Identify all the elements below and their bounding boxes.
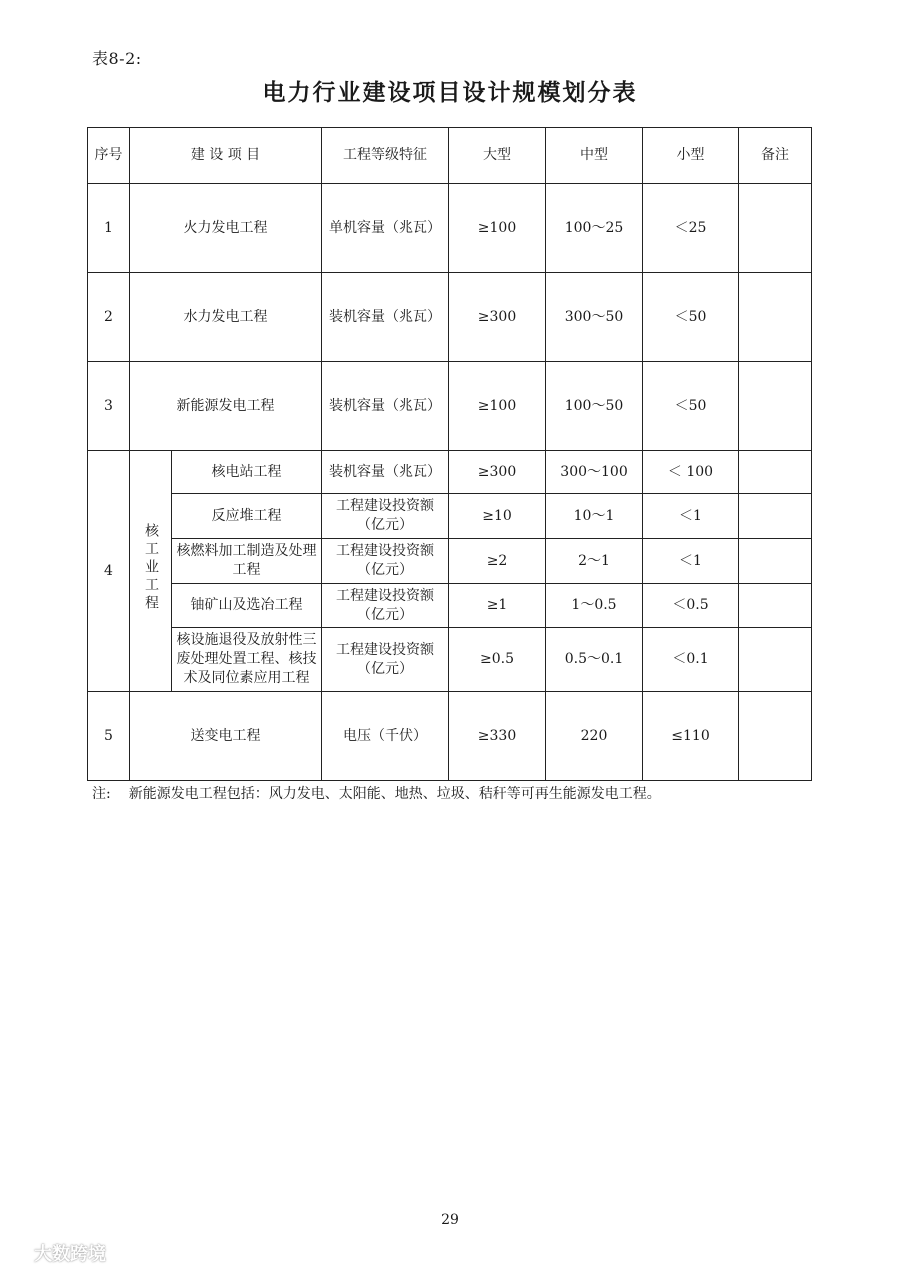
cell-feature: 工程建设投资额（亿元） bbox=[322, 628, 449, 692]
page-number: 29 bbox=[441, 1212, 459, 1228]
cell-small: ＜1 bbox=[643, 539, 739, 584]
header-medium: 中型 bbox=[546, 128, 643, 184]
cell-feature: 工程建设投资额（亿元） bbox=[322, 584, 449, 628]
cell-remark bbox=[739, 494, 812, 539]
cell-remark bbox=[739, 584, 812, 628]
cell-feature: 工程建设投资额（亿元） bbox=[322, 494, 449, 539]
cell-remark bbox=[739, 184, 812, 273]
header-small: 小型 bbox=[643, 128, 739, 184]
cell-small: ＜1 bbox=[643, 494, 739, 539]
watermark-logo-icon bbox=[8, 1242, 30, 1264]
cell-seq: 2 bbox=[88, 273, 130, 362]
cell-large: ≥10 bbox=[449, 494, 546, 539]
cell-medium: 100～50 bbox=[546, 362, 643, 451]
cell-small: ＜0.1 bbox=[643, 628, 739, 692]
watermark bbox=[8, 1240, 106, 1266]
cell-medium: 300～100 bbox=[546, 451, 643, 494]
cell-remark bbox=[739, 539, 812, 584]
scale-classification-table bbox=[87, 127, 812, 781]
cell-feature: 装机容量（兆瓦） bbox=[322, 362, 449, 451]
table-row bbox=[88, 362, 812, 451]
cell-remark bbox=[739, 628, 812, 692]
page-title: 电力行业建设项目设计规模划分表 bbox=[262, 80, 638, 106]
cell-remark bbox=[739, 362, 812, 451]
table-number: 表8-2: bbox=[92, 49, 142, 68]
cell-medium: 300～50 bbox=[546, 273, 643, 362]
cell-medium: 100～25 bbox=[546, 184, 643, 273]
cell-large: ≥2 bbox=[449, 539, 546, 584]
cell-project: 火力发电工程 bbox=[130, 184, 322, 273]
cell-feature: 工程建设投资额（亿元） bbox=[322, 539, 449, 584]
cell-seq: 5 bbox=[88, 692, 130, 781]
cell-medium: 1～0.5 bbox=[546, 584, 643, 628]
cell-remark bbox=[739, 273, 812, 362]
cell-project: 送变电工程 bbox=[130, 692, 322, 781]
cell-large: ≥300 bbox=[449, 273, 546, 362]
cell-project: 核电站工程 bbox=[172, 451, 322, 494]
cell-medium: 2～1 bbox=[546, 539, 643, 584]
table-note bbox=[92, 783, 661, 803]
cell-seq: 4 bbox=[88, 451, 130, 692]
header-large: 大型 bbox=[449, 128, 546, 184]
table-row bbox=[88, 584, 812, 628]
cell-remark bbox=[739, 692, 812, 781]
table-row bbox=[88, 539, 812, 584]
nuclear-group-label: 核工业工程 bbox=[142, 523, 159, 614]
cell-medium: 0.5～0.1 bbox=[546, 628, 643, 692]
cell-large: ≥1 bbox=[449, 584, 546, 628]
cell-seq: 1 bbox=[88, 184, 130, 273]
note-label: 注: bbox=[92, 786, 111, 802]
table-row bbox=[88, 451, 812, 494]
table-row bbox=[88, 494, 812, 539]
cell-medium: 220 bbox=[546, 692, 643, 781]
cell-group bbox=[130, 451, 172, 692]
cell-project: 核设施退役及放射性三废处理处置工程、核技术及同位素应用工程 bbox=[172, 628, 322, 692]
cell-large: ≥0.5 bbox=[449, 628, 546, 692]
cell-small: ＜25 bbox=[643, 184, 739, 273]
header-project: 建 设 项 目 bbox=[130, 128, 322, 184]
cell-project: 铀矿山及选冶工程 bbox=[172, 584, 322, 628]
cell-small: ＜50 bbox=[643, 362, 739, 451]
cell-small: ＜50 bbox=[643, 273, 739, 362]
table-row bbox=[88, 628, 812, 692]
table-row bbox=[88, 273, 812, 362]
cell-project: 核燃料加工制造及处理工程 bbox=[172, 539, 322, 584]
note-text: 新能源发电工程包括：风力发电、太阳能、地热、垃圾、秸秆等可再生能源发电工程。 bbox=[128, 786, 661, 802]
cell-project: 新能源发电工程 bbox=[130, 362, 322, 451]
cell-project: 反应堆工程 bbox=[172, 494, 322, 539]
cell-remark bbox=[739, 451, 812, 494]
table-row bbox=[88, 184, 812, 273]
header-seq: 序号 bbox=[88, 128, 130, 184]
cell-seq: 3 bbox=[88, 362, 130, 451]
cell-large: ≥300 bbox=[449, 451, 546, 494]
cell-small: ≤110 bbox=[643, 692, 739, 781]
header-remark: 备注 bbox=[739, 128, 812, 184]
header-feature: 工程等级特征 bbox=[322, 128, 449, 184]
cell-feature: 电压（千伏） bbox=[322, 692, 449, 781]
table-header-row bbox=[88, 128, 812, 184]
table-row bbox=[88, 692, 812, 781]
cell-small: ＜ 100 bbox=[643, 451, 739, 494]
cell-small: ＜0.5 bbox=[643, 584, 739, 628]
cell-feature: 单机容量（兆瓦） bbox=[322, 184, 449, 273]
cell-large: ≥330 bbox=[449, 692, 546, 781]
cell-large: ≥100 bbox=[449, 362, 546, 451]
watermark-text: 大数跨境 bbox=[34, 1244, 106, 1265]
cell-project: 水力发电工程 bbox=[130, 273, 322, 362]
cell-feature: 装机容量（兆瓦） bbox=[322, 273, 449, 362]
cell-large: ≥100 bbox=[449, 184, 546, 273]
cell-feature: 装机容量（兆瓦） bbox=[322, 451, 449, 494]
cell-medium: 10～1 bbox=[546, 494, 643, 539]
